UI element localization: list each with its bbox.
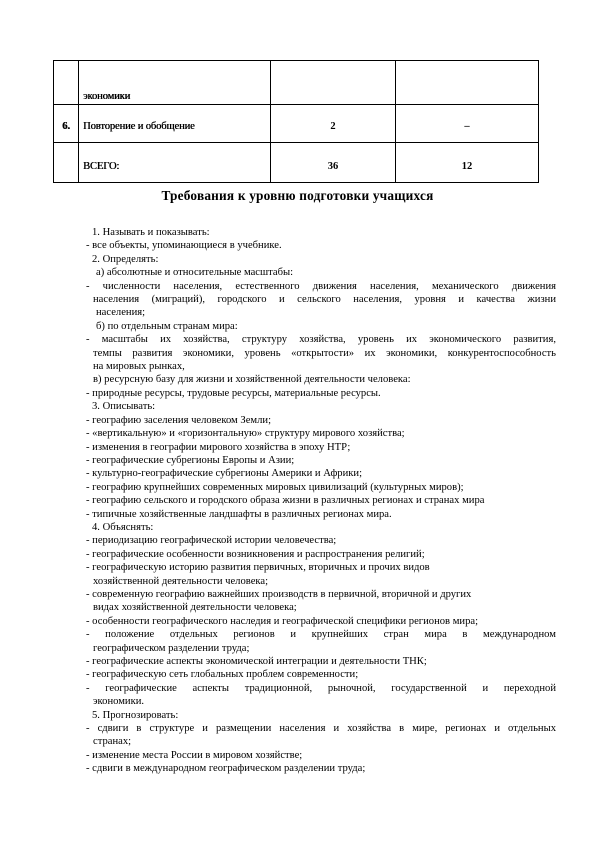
list-item: - все объекты, упоминающиеся в учебнике. bbox=[86, 240, 282, 252]
list-item: в) ресурсную базу для жизни и хозяйственной деятельности человека: bbox=[93, 374, 411, 386]
list-item: - географические особенности возникновения и распространения религий; bbox=[86, 548, 425, 560]
curriculum-table bbox=[53, 60, 539, 183]
list-item: - культурно-географические субрегионы Америки и Африки; bbox=[86, 468, 363, 480]
list-item: экономики. bbox=[93, 696, 145, 708]
row-hours-practical bbox=[396, 61, 539, 105]
list-item: - природные ресурсы, трудовые ресурсы, материальные ресурсы. bbox=[86, 387, 381, 399]
list-item: - изменение места России в мировом хозяйстве; bbox=[86, 749, 303, 761]
list-item: населения; bbox=[96, 307, 146, 319]
section-heading: Требования к уровню подготовки учащихся bbox=[161, 188, 434, 203]
list-item: - географические аспекты традиционной, рыночной, государственной и переходной bbox=[86, 682, 556, 694]
list-item: - периодизацию географической истории человечества; bbox=[86, 535, 337, 547]
row-number bbox=[54, 143, 79, 183]
list-item: - сдвиги в международном географическом разделении труда; bbox=[86, 763, 366, 775]
list-item: - географию крупнейших современных мировых цивилизаций (культурных миров); bbox=[86, 481, 464, 493]
list-item: видах хозяйственной деятельности человека; bbox=[93, 602, 297, 614]
list-item: - географию сельского и городского образа жизни в различных регионах и странах мира bbox=[86, 495, 485, 507]
list-item: - современную географию важнейших производств в первичной, вторичной и других bbox=[86, 588, 472, 600]
list-item: 3. Описывать: bbox=[92, 401, 156, 413]
list-item: географическом разделении труда; bbox=[93, 642, 250, 654]
list-item: темпы развития экономики, уровень «открытости» их экономики, конкурентоспособность bbox=[93, 347, 556, 359]
requirements-body bbox=[86, 226, 556, 776]
table-row bbox=[54, 105, 539, 143]
list-item: - сдвиги в структуре и размещении населения и хозяйства в мире, регионах и отдельных bbox=[86, 723, 556, 735]
list-item: - положение отдельных регионов и крупнейших стран мира в международном bbox=[86, 629, 556, 641]
list-item: странах; bbox=[93, 736, 132, 748]
list-item: населения (миграций), городского и сельского населения, уровня и качества жизни bbox=[93, 294, 556, 306]
list-item: - географические аспекты экономической интеграции и деятельности ТНК; bbox=[86, 656, 427, 667]
list-item: 2. Определять: bbox=[92, 253, 159, 265]
list-item: - численности населения, естественного движения населения, механического движения bbox=[86, 280, 556, 292]
list-item: - изменения в географии мирового хозяйства в эпоху НТР; bbox=[86, 441, 351, 453]
row-topic: ВСЕГО: bbox=[79, 143, 271, 183]
row-number: 6. bbox=[54, 105, 79, 143]
list-item: на мировых рынках, bbox=[93, 361, 185, 373]
list-item: 4. Объяснять: bbox=[92, 521, 154, 533]
row-hours-practical: 12 bbox=[396, 143, 539, 183]
row-topic: Повторение и обобщение bbox=[79, 105, 271, 143]
list-item: б) по отдельным странам мира: bbox=[96, 320, 238, 332]
list-item: а) абсолютные и относительные масштабы: bbox=[96, 267, 294, 279]
list-item: хозяйственной деятельности человека; bbox=[93, 575, 269, 587]
row-hours-total: 36 bbox=[271, 143, 396, 183]
list-item: - географическую историю развития первичных, вторичных и прочих видов bbox=[86, 562, 430, 574]
list-item: - географию заселения человеком Земли; bbox=[86, 414, 272, 426]
table-row bbox=[54, 143, 539, 183]
list-item: 5. Прогнозировать: bbox=[92, 709, 179, 721]
list-item: - типичные хозяйственные ландшафты в различных регионах мира. bbox=[86, 508, 392, 520]
row-hours-total: 2 bbox=[271, 105, 396, 143]
list-item: - «вертикальную» и «горизонтальную» структуру мирового хозяйства; bbox=[86, 428, 405, 440]
list-item: 1. Называть и показывать: bbox=[92, 227, 210, 238]
table-row bbox=[54, 61, 539, 105]
row-topic: экономики bbox=[79, 61, 271, 105]
row-hours-total bbox=[271, 61, 396, 105]
list-item: - географические субрегионы Европы и Азии; bbox=[86, 454, 295, 466]
row-number bbox=[54, 61, 79, 105]
list-item: - масштабы их хозяйства, структуру хозяйства, уровень их экономического развития, bbox=[86, 334, 556, 346]
list-item: - особенности географического наследия и географической специфики регионов мира; bbox=[86, 615, 479, 627]
row-hours-practical: – bbox=[396, 105, 539, 143]
list-item: - географическую сеть глобальных проблем современности; bbox=[86, 669, 359, 681]
